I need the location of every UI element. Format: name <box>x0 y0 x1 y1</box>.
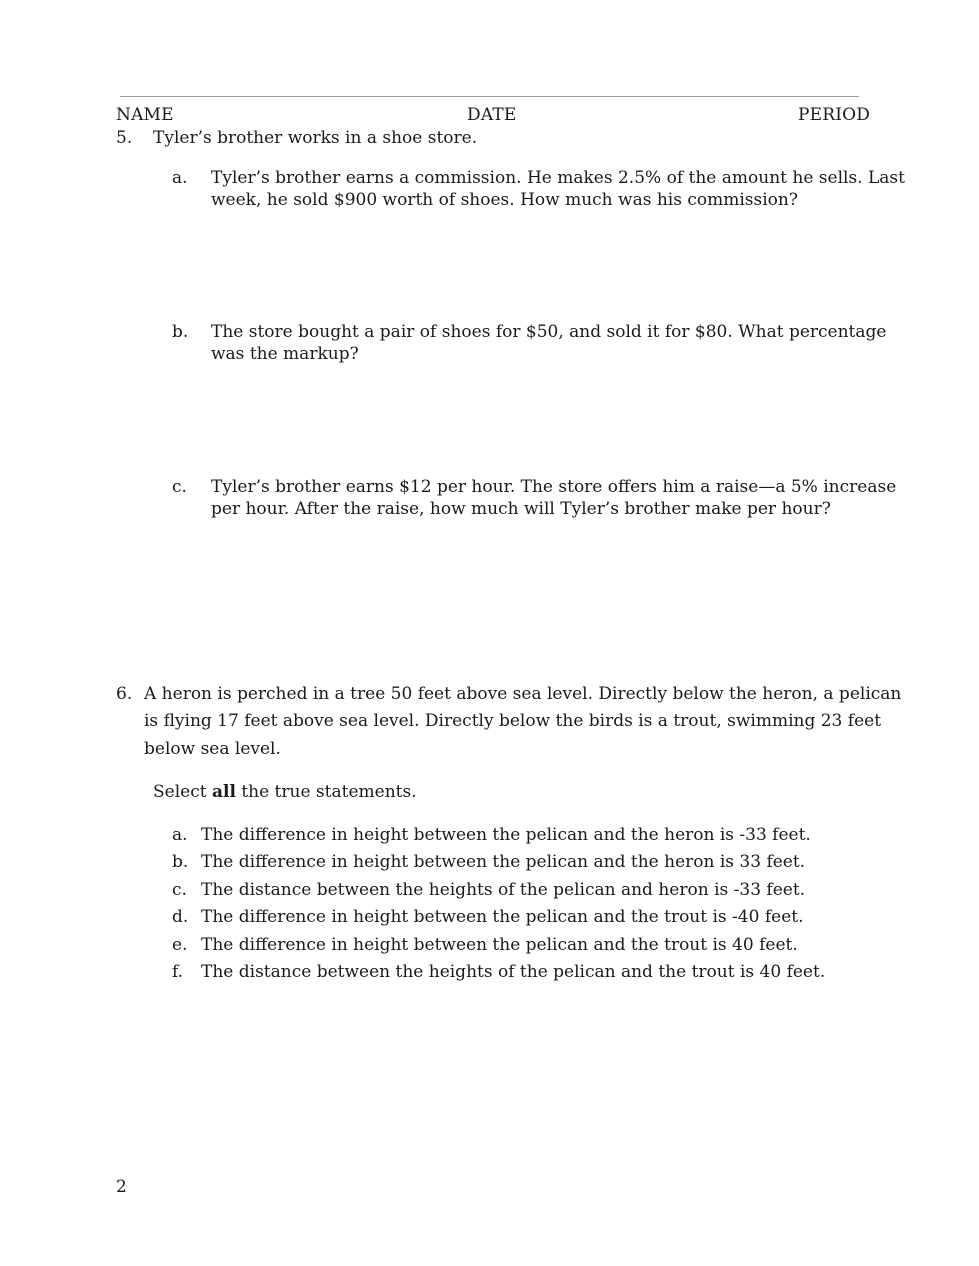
q5-part-a-line2: week, he sold $900 worth of shoes. How much was his commission? <box>211 190 798 210</box>
q5-part-c-line1: Tyler’s brother earns $12 per hour. The store offers him a raise—a 5% increase <box>211 477 897 497</box>
q6-option-f-text: The distance between the heights of the pelican and the trout is 40 feet. <box>201 962 826 982</box>
q6-option-e-text: The difference in height between the pelican and the trout is 40 feet. <box>201 935 798 955</box>
q6-option-d-text: The difference in height between the pelican and the trout is -40 feet. <box>201 907 804 927</box>
q5-number: 5. <box>116 128 133 148</box>
q6-option-a-letter: a. <box>172 825 188 845</box>
q6-instruction-pre: Select <box>153 782 207 802</box>
page-number: 2 <box>116 1177 127 1197</box>
q6-stem-line2: is flying 17 feet above sea level. Directly below the birds is a trout, swimming 23 feet <box>144 711 882 731</box>
q5-stem: Tyler’s brother works in a shoe store. <box>153 128 478 148</box>
q6-stem-line1: A heron is perched in a tree 50 feet above sea level. Directly below the heron, a pelican <box>144 684 902 704</box>
q6-instruction-bold: all <box>211 782 236 802</box>
q6-option-d-letter: d. <box>172 907 189 927</box>
q6-option-f-letter: f. <box>172 962 184 982</box>
q6-option-c-letter: c. <box>172 880 187 900</box>
q6-stem-line3: below sea level. <box>144 739 281 759</box>
q5-part-b-line1: The store bought a pair of shoes for $50, and sold it for $80. What percentage <box>211 322 887 342</box>
name-label: NAME <box>116 105 174 125</box>
q6-number: 6. <box>116 684 133 704</box>
q6-option-b-text: The difference in height between the pelican and the heron is 33 feet. <box>201 852 806 872</box>
q5-part-a-letter: a. <box>172 168 188 188</box>
q6-option-e-letter: e. <box>172 935 188 955</box>
header-rule <box>120 96 859 97</box>
q6-option-b-letter: b. <box>172 852 189 872</box>
q5-part-c-line2: per hour. After the raise, how much will Tyler’s brother make per hour? <box>211 499 831 519</box>
period-label: PERIOD <box>798 105 871 125</box>
q5-part-b-line2: was the markup? <box>211 344 359 364</box>
date-label: DATE <box>467 105 517 125</box>
q5-part-b-letter: b. <box>172 322 189 342</box>
q6-instruction <box>153 779 417 807</box>
q6-option-c-text: The distance between the heights of the pelican and heron is -33 feet. <box>201 880 806 900</box>
q6-instruction-post: the true statements. <box>241 782 417 802</box>
q6-option-a-text: The difference in height between the pelican and the heron is -33 feet. <box>201 825 811 845</box>
q5-part-a-line1: Tyler’s brother earns a commission. He makes 2.5% of the amount he sells. Last <box>211 168 905 188</box>
q5-part-c-letter: c. <box>172 477 187 497</box>
